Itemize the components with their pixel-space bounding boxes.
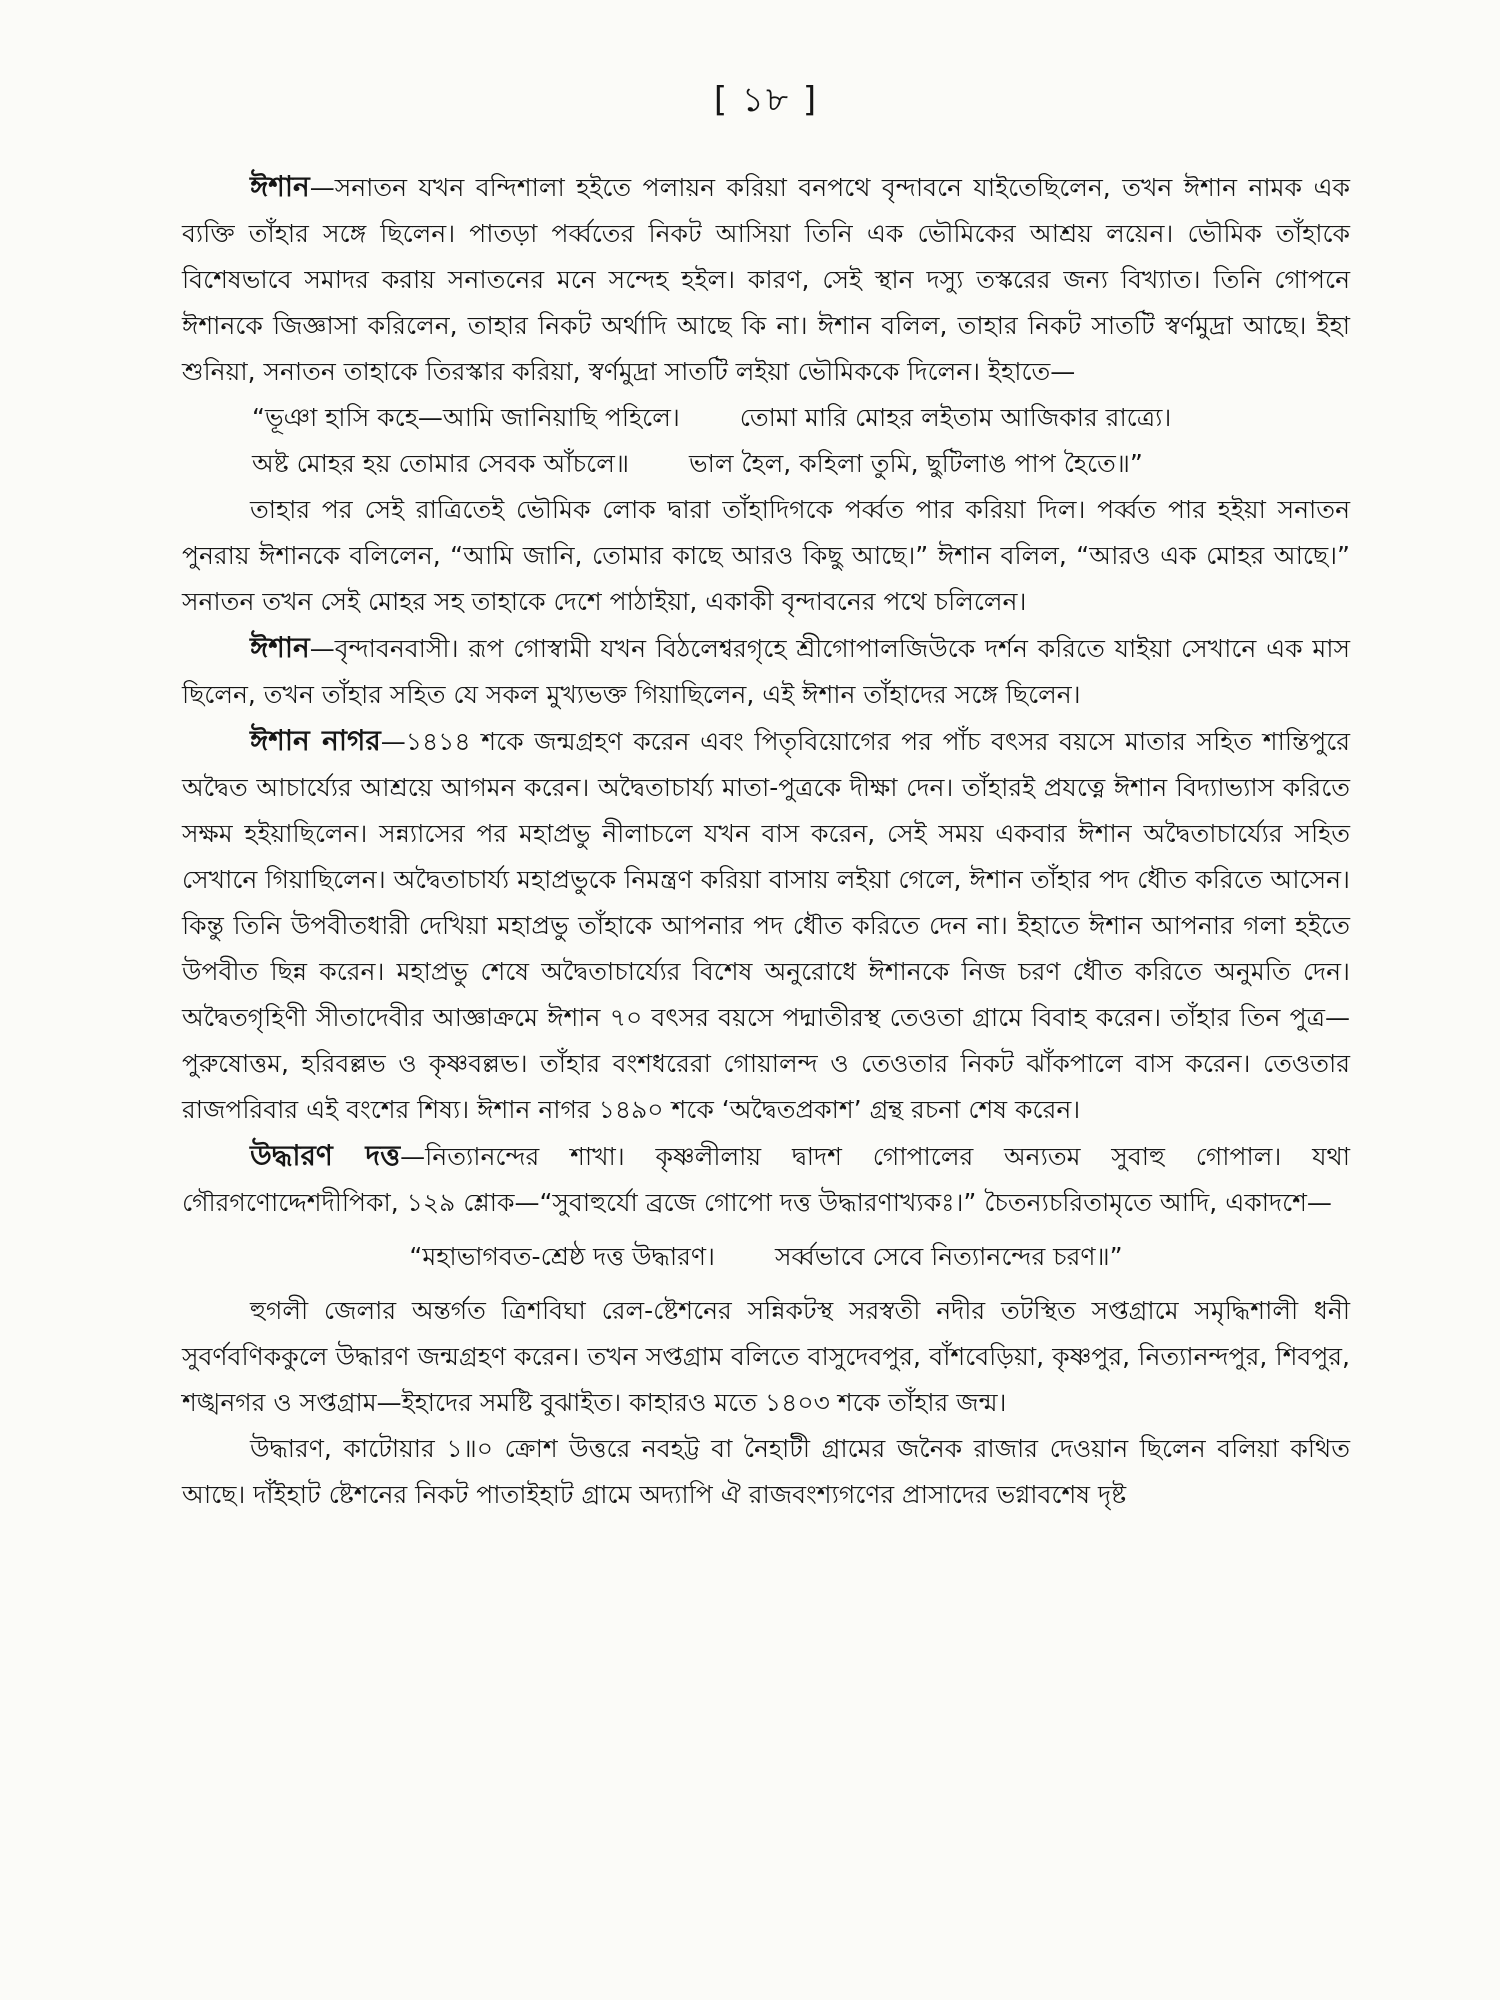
- entry-paragraph: [182, 164, 1350, 395]
- entry-paragraph: [182, 718, 1350, 1133]
- entry-text: তাহার পর সেই রাত্রিতেই ভৌমিক লোক দ্বারা তাঁহাদিগকে পর্ব্বত পার করিয়া দিল। পর্ব্বত পার হইয়া সনাতন পুনরায় ঈশানকে বলিলেন, “আমি জানি, তোমার কাছে আরও কিছু আছে।” ঈশান বলিল, “আরও এক মোহর আছে।” সনাতন তখন সেই মোহর সহ তাহাকে দেশে পাঠাইয়া, একাকী বৃন্দাবনের পথে চলিলেন।: [182, 495, 1350, 616]
- verse-second-half: ভাল হৈল, কহিলা তুমি, ছুটিলাঙ পাপ হৈতে॥”: [688, 449, 1143, 478]
- page-number: [ ১৮ ]: [713, 80, 819, 120]
- entry-text: —সনাতন যখন বন্দিশালা হইতে পলায়ন করিয়া বনপথে বৃন্দাবনে যাইতেছিলেন, তখন ঈশান নামক এক ব্যক্তি তাঁহার সঙ্গে ছিলেন। পাতড়া পর্ব্বতের নিকট আসিয়া তিনি এক ভৌমিকের আশ্রয় লয়েন। ভৌমিক তাঁহাকে বিশেষভাবে সমাদর করায় সনাতনের মনে সন্দেহ হইল। কারণ, সেই স্থান দস্যু তস্করের জন্য বিখ্যাত। তিনি গোপনে ঈশানকে জিজ্ঞাসা করিলেন, তাহার নিকট অর্থাদি আছে কি না। ঈশান বলিল, তাহার নিকট সাতটি স্বর্ণমুদ্রা আছে। ইহা শুনিয়া, সনাতন তাহাকে তিরস্কার করিয়া, স্বর্ণমুদ্রা সাতটি লইয়া ভৌমিককে দিলেন। ইহাতে—: [182, 173, 1350, 386]
- verse-line: [252, 395, 1350, 441]
- entry-text: উদ্ধারণ, কাটোয়ার ১॥০ ক্রোশ উত্তরে নবহট্ট বা নৈহাটী গ্রামের জনৈক রাজার দেওয়ান ছিলেন বলিয়া কথিত আছে। দাঁইহাট ষ্টেশনের নিকট পাতাইহাট গ্রামে অদ্যাপি ঐ রাজবংশ্যগণের প্রাসাদের ভগ্নাবশেষ দৃষ্ট: [182, 1434, 1350, 1509]
- entry-ishan-companion: [182, 164, 1350, 625]
- entry-paragraph: [182, 625, 1350, 718]
- verse-first-half: অষ্ট মোহর হয় তোমার সেবক আঁচলে॥: [252, 449, 629, 478]
- verse-block: [182, 1234, 1350, 1280]
- verse-first-half: “মহাভাগবত-শ্রেষ্ঠ দত্ত উদ্ধারণ।: [409, 1242, 715, 1271]
- entry-text: —১৪১৪ শকে জন্মগ্রহণ করেন এবং পিতৃবিয়োগের পর পাঁচ বৎসর বয়সে মাতার সহিত শান্তিপুরে অদ্বৈত আচার্য্যের আশ্রয়ে আগমন করেন। অদ্বৈতাচার্য্য মাতা-পুত্রকে দীক্ষা দেন। তাঁহারই প্রযত্নে ঈশান বিদ্যাভ্যাস করিতে সক্ষম হইয়াছিলেন। সন্ন্যাসের পর মহাপ্রভু নীলাচলে যখন বাস করেন, সেই সময় একবার ঈশান অদ্বৈতাচার্য্যের সহিত সেখানে গিয়াছিলেন। অদ্বৈতাচার্য্য মহাপ্রভুকে নিমন্ত্রণ করিয়া বাসায় লইয়া গেলে, ঈশান তাঁহার পদ ধৌত করিতে আসেন। কিন্তু তিনি উপবীতধারী দেখিয়া মহাপ্রভু তাঁহাকে আপনার পদ ধৌত করিতে দেন না। ইহাতে ঈশান আপনার গলা হইতে উপবীত ছিন্ন করেন। মহাপ্রভু শেষে অদ্বৈতাচার্য্যের বিশেষ অনুরোধে ঈশানকে নিজ চরণ ধৌত করিতে অনুমতি দেন। অদ্বৈতগৃহিণী সীতাদেবীর আজ্ঞাক্রমে ঈশান ৭০ বৎসর বয়সে পদ্মাতীরস্থ তেওতা গ্রামে বিবাহ করেন। তাঁহার তিন পুত্র—পুরুষোত্তম, হরিবল্লভ ও কৃষ্ণবল্লভ। তাঁহার বংশধরেরা গোয়ালন্দ ও তেওতার নিকট ঝাঁকপালে বাস করেন। তেওতার রাজপরিবার এই বংশের শিষ্য। ঈশান নাগর ১৪৯০ শকে ‘অদ্বৈতপ্রকাশ’ গ্রন্থ রচনা শেষ করেন।: [182, 727, 1351, 1124]
- entry-headword: ঈশান নাগর: [250, 724, 381, 757]
- entry-text: —বৃন্দাবনবাসী। রূপ গোস্বামী যখন বিঠলেশ্বরগৃহে শ্রীগোপালজিউকে দর্শন করিতে যাইয়া সেখানে এক মাস ছিলেন, তখন তাঁহার সহিত যে সকল মুখ্যভক্ত গিয়াছিলেন, এই ঈশান তাঁহাদের সঙ্গে ছিলেন।: [182, 634, 1350, 709]
- verse-second-half: তোমা মারি মোহর লইতাম আজিকার রাত্র্যে।: [739, 403, 1172, 432]
- entry-paragraph: [182, 1133, 1350, 1226]
- entry-headword: ঈশান: [250, 170, 310, 203]
- verse-line: [252, 441, 1350, 487]
- entry-text: —নিত্যানন্দের শাখা। কৃষ্ণলীলায় দ্বাদশ গোপালের অন্যতম সুবাহু গোপাল। যথা গৌরগণোদ্দেশদীপিকা, ১২৯ শ্লোক—“সুবাহুর্যো ব্রজে গোপো দত্ত উদ্ধারণাখ্যকঃ।” চৈতন্যচরিতামৃতে আদি, একাদশে—: [182, 1142, 1350, 1217]
- entry-headword: ঈশান: [250, 631, 310, 664]
- entry-uddharan-datta: [182, 1133, 1350, 1518]
- verse-line: [182, 1234, 1350, 1280]
- verse-block: [182, 395, 1350, 487]
- entry-ishan-vrindavan: [182, 625, 1350, 718]
- entry-text: হুগলী জেলার অন্তর্গত ত্রিশবিঘা রেল-ষ্টেশনের সন্নিকটস্থ সরস্বতী নদীর তটস্থিত সপ্তগ্রামে সমৃদ্ধিশালী ধনী সুবর্ণবণিককুলে উদ্ধারণ জন্মগ্রহণ করেন। তখন সপ্তগ্রাম বলিতে বাসুদেবপুর, বাঁশবেড়িয়া, কৃষ্ণপুর, নিত্যানন্দপুর, শিবপুর, শঙ্খনগর ও সপ্তগ্রাম—ইহাদের সমষ্টি বুঝাইত। কাহারও মতে ১৪০৩ শকে তাঁহার জন্ম।: [182, 1296, 1350, 1417]
- entry-ishan-nagar: [182, 718, 1350, 1133]
- verse-first-half: “ভূঞা হাসি কহে—আমি জানিয়াছি পহিলে।: [252, 403, 680, 432]
- entry-headword: উদ্ধারণ দত্ত: [250, 1139, 401, 1172]
- verse-second-half: সর্ব্বভাবে সেবে নিত্যানন্দের চরণ॥”: [774, 1242, 1123, 1271]
